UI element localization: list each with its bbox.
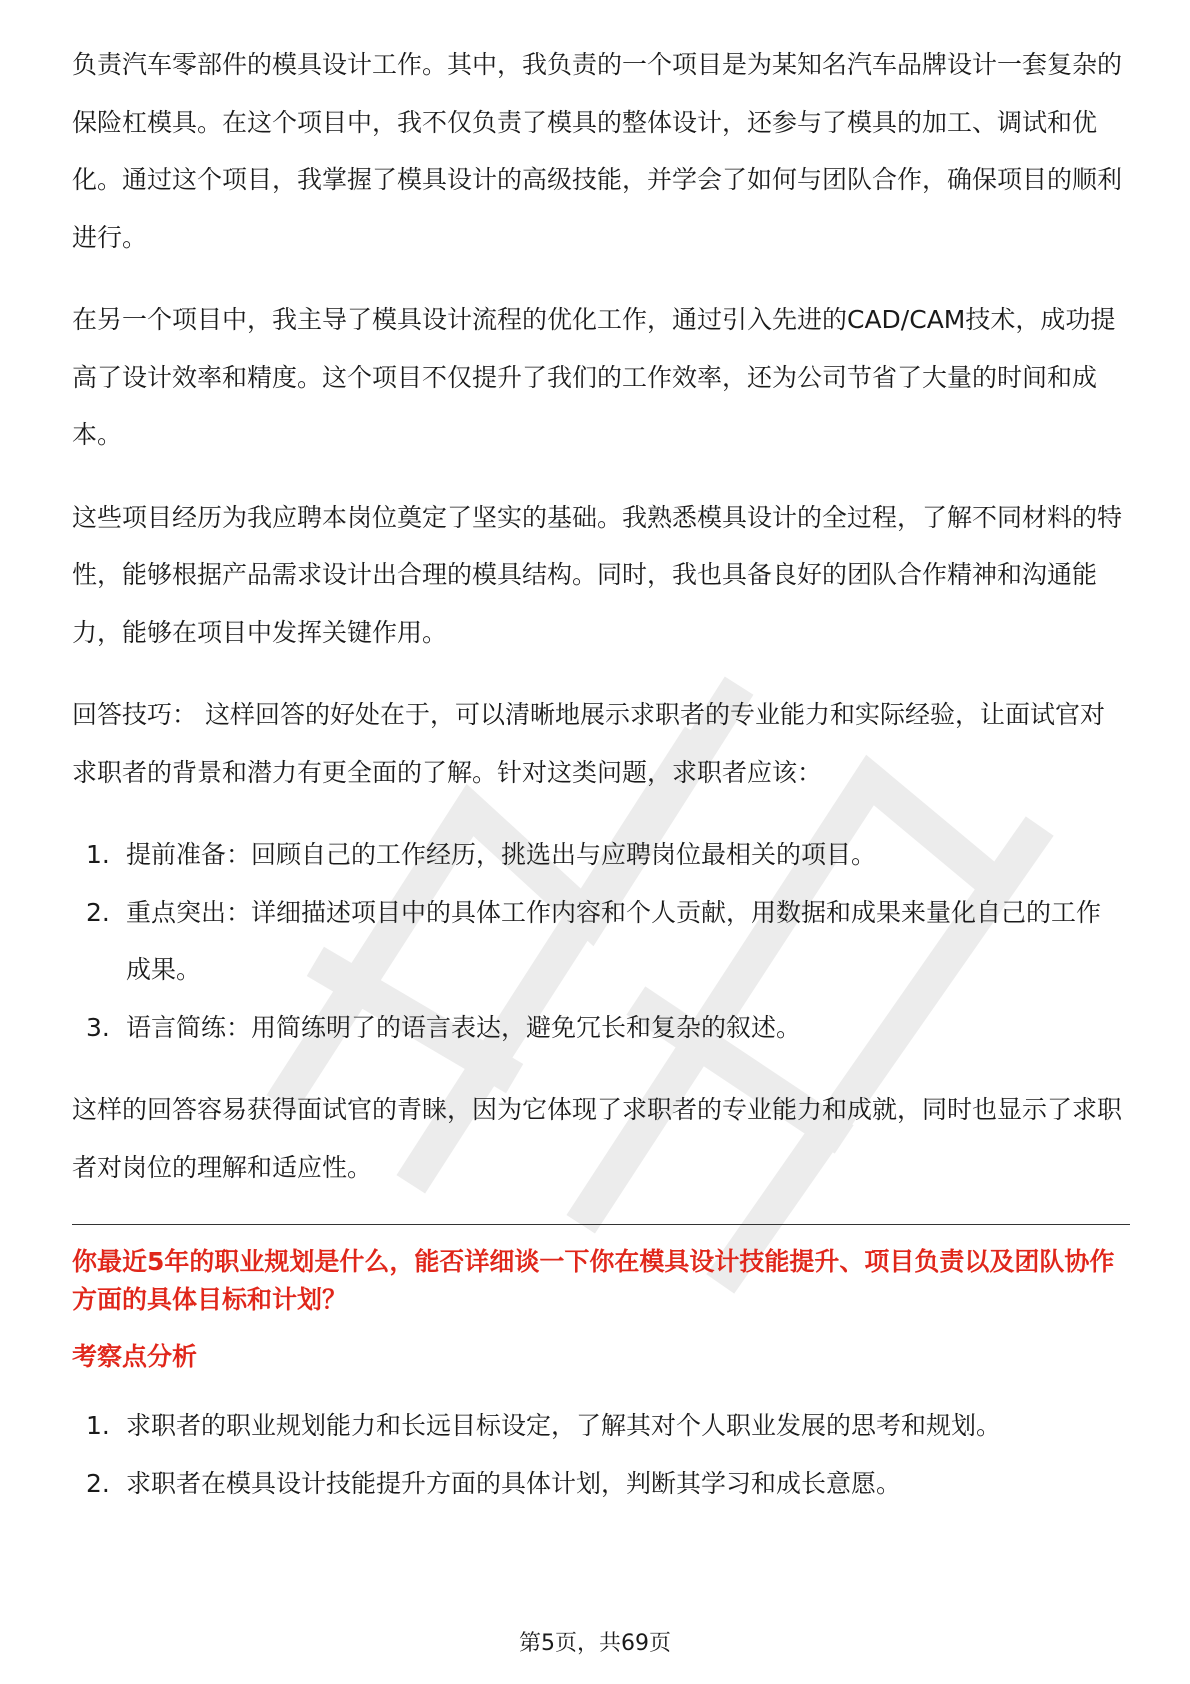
paragraph-closing: 这样的回答容易获得面试官的青睐，因为它体现了求职者的专业能力和成就，同时也显示了求职者对岗位的理解和适应性。 — [72, 1095, 1123, 1182]
list-text: 重点突出：详细描述项目中的具体工作内容和个人贡献，用数据和成果来量化自己的工作成果。 — [126, 897, 1102, 984]
page-number: 第5页，共69页 — [519, 1631, 671, 1656]
list-text: 求职者在模具设计技能提升方面的具体计划，判断其学习和成长意愿。 — [126, 1468, 902, 1498]
list-number: 1. — [86, 840, 110, 869]
list-item — [72, 884, 1122, 999]
list-number: 2. — [86, 1468, 110, 1498]
list-number: 1. — [86, 1411, 110, 1440]
list-text: 语言简练：用简练明了的语言表达，避免冗长和复杂的叙述。 — [126, 1012, 802, 1042]
paragraph-project-1: 负责汽车零部件的模具设计工作。其中，我负责的一个项目是为某知名汽车品牌设计一套复杂的保险杠模具。在这个项目中，我不仅负责了模具的整体设计，还参与了模具的加工、调试和优化。通过这个项目，我掌握了模具设计的高级技能，并学会了如何与团队合作，确保项目的顺利进行。 — [72, 50, 1123, 252]
list-item — [72, 1397, 1122, 1455]
analysis-list — [72, 1397, 1122, 1512]
list-number: 2. — [86, 897, 110, 927]
list-item — [72, 999, 1122, 1057]
document-body — [72, 36, 1122, 1537]
question-heading: 你最近5年的职业规划是什么，能否详细谈一下你在模具设计技能提升、项目负责以及团队协作方面的具体目标和计划？ — [72, 1247, 1115, 1314]
tips-list — [72, 826, 1122, 1056]
list-item — [72, 826, 1122, 884]
section-divider — [72, 1224, 1130, 1225]
list-text: 提前准备：回顾自己的工作经历，挑选出与应聘岗位最相关的项目。 — [126, 840, 877, 869]
list-text: 求职者的职业规划能力和长远目标设定，了解其对个人职业发展的思考和规划。 — [126, 1411, 1002, 1440]
list-number: 3. — [86, 1012, 110, 1042]
list-item — [72, 1455, 1122, 1513]
analysis-heading: 考察点分析 — [72, 1342, 198, 1371]
paragraph-project-2: 在另一个项目中，我主导了模具设计流程的优化工作，通过引入先进的CAD/CAM技术，成功提高了设计效率和精度。这个项目不仅提升了我们的工作效率，还为公司节省了大量的时间和成本。 — [72, 305, 1116, 449]
paragraph-tips-intro: 回答技巧： 这样回答的好处在于，可以清晰地展示求职者的专业能力和实际经验，让面试官对求职者的背景和潜力有更全面的了解。针对这类问题，求职者应该： — [72, 700, 1105, 787]
paragraph-summary: 这些项目经历为我应聘本岗位奠定了坚实的基础。我熟悉模具设计的全过程，了解不同材料的特性，能够根据产品需求设计出合理的模具结构。同时，我也具备良好的团队合作精神和沟通能力，能够在项目中发挥关键作用。 — [72, 502, 1123, 647]
